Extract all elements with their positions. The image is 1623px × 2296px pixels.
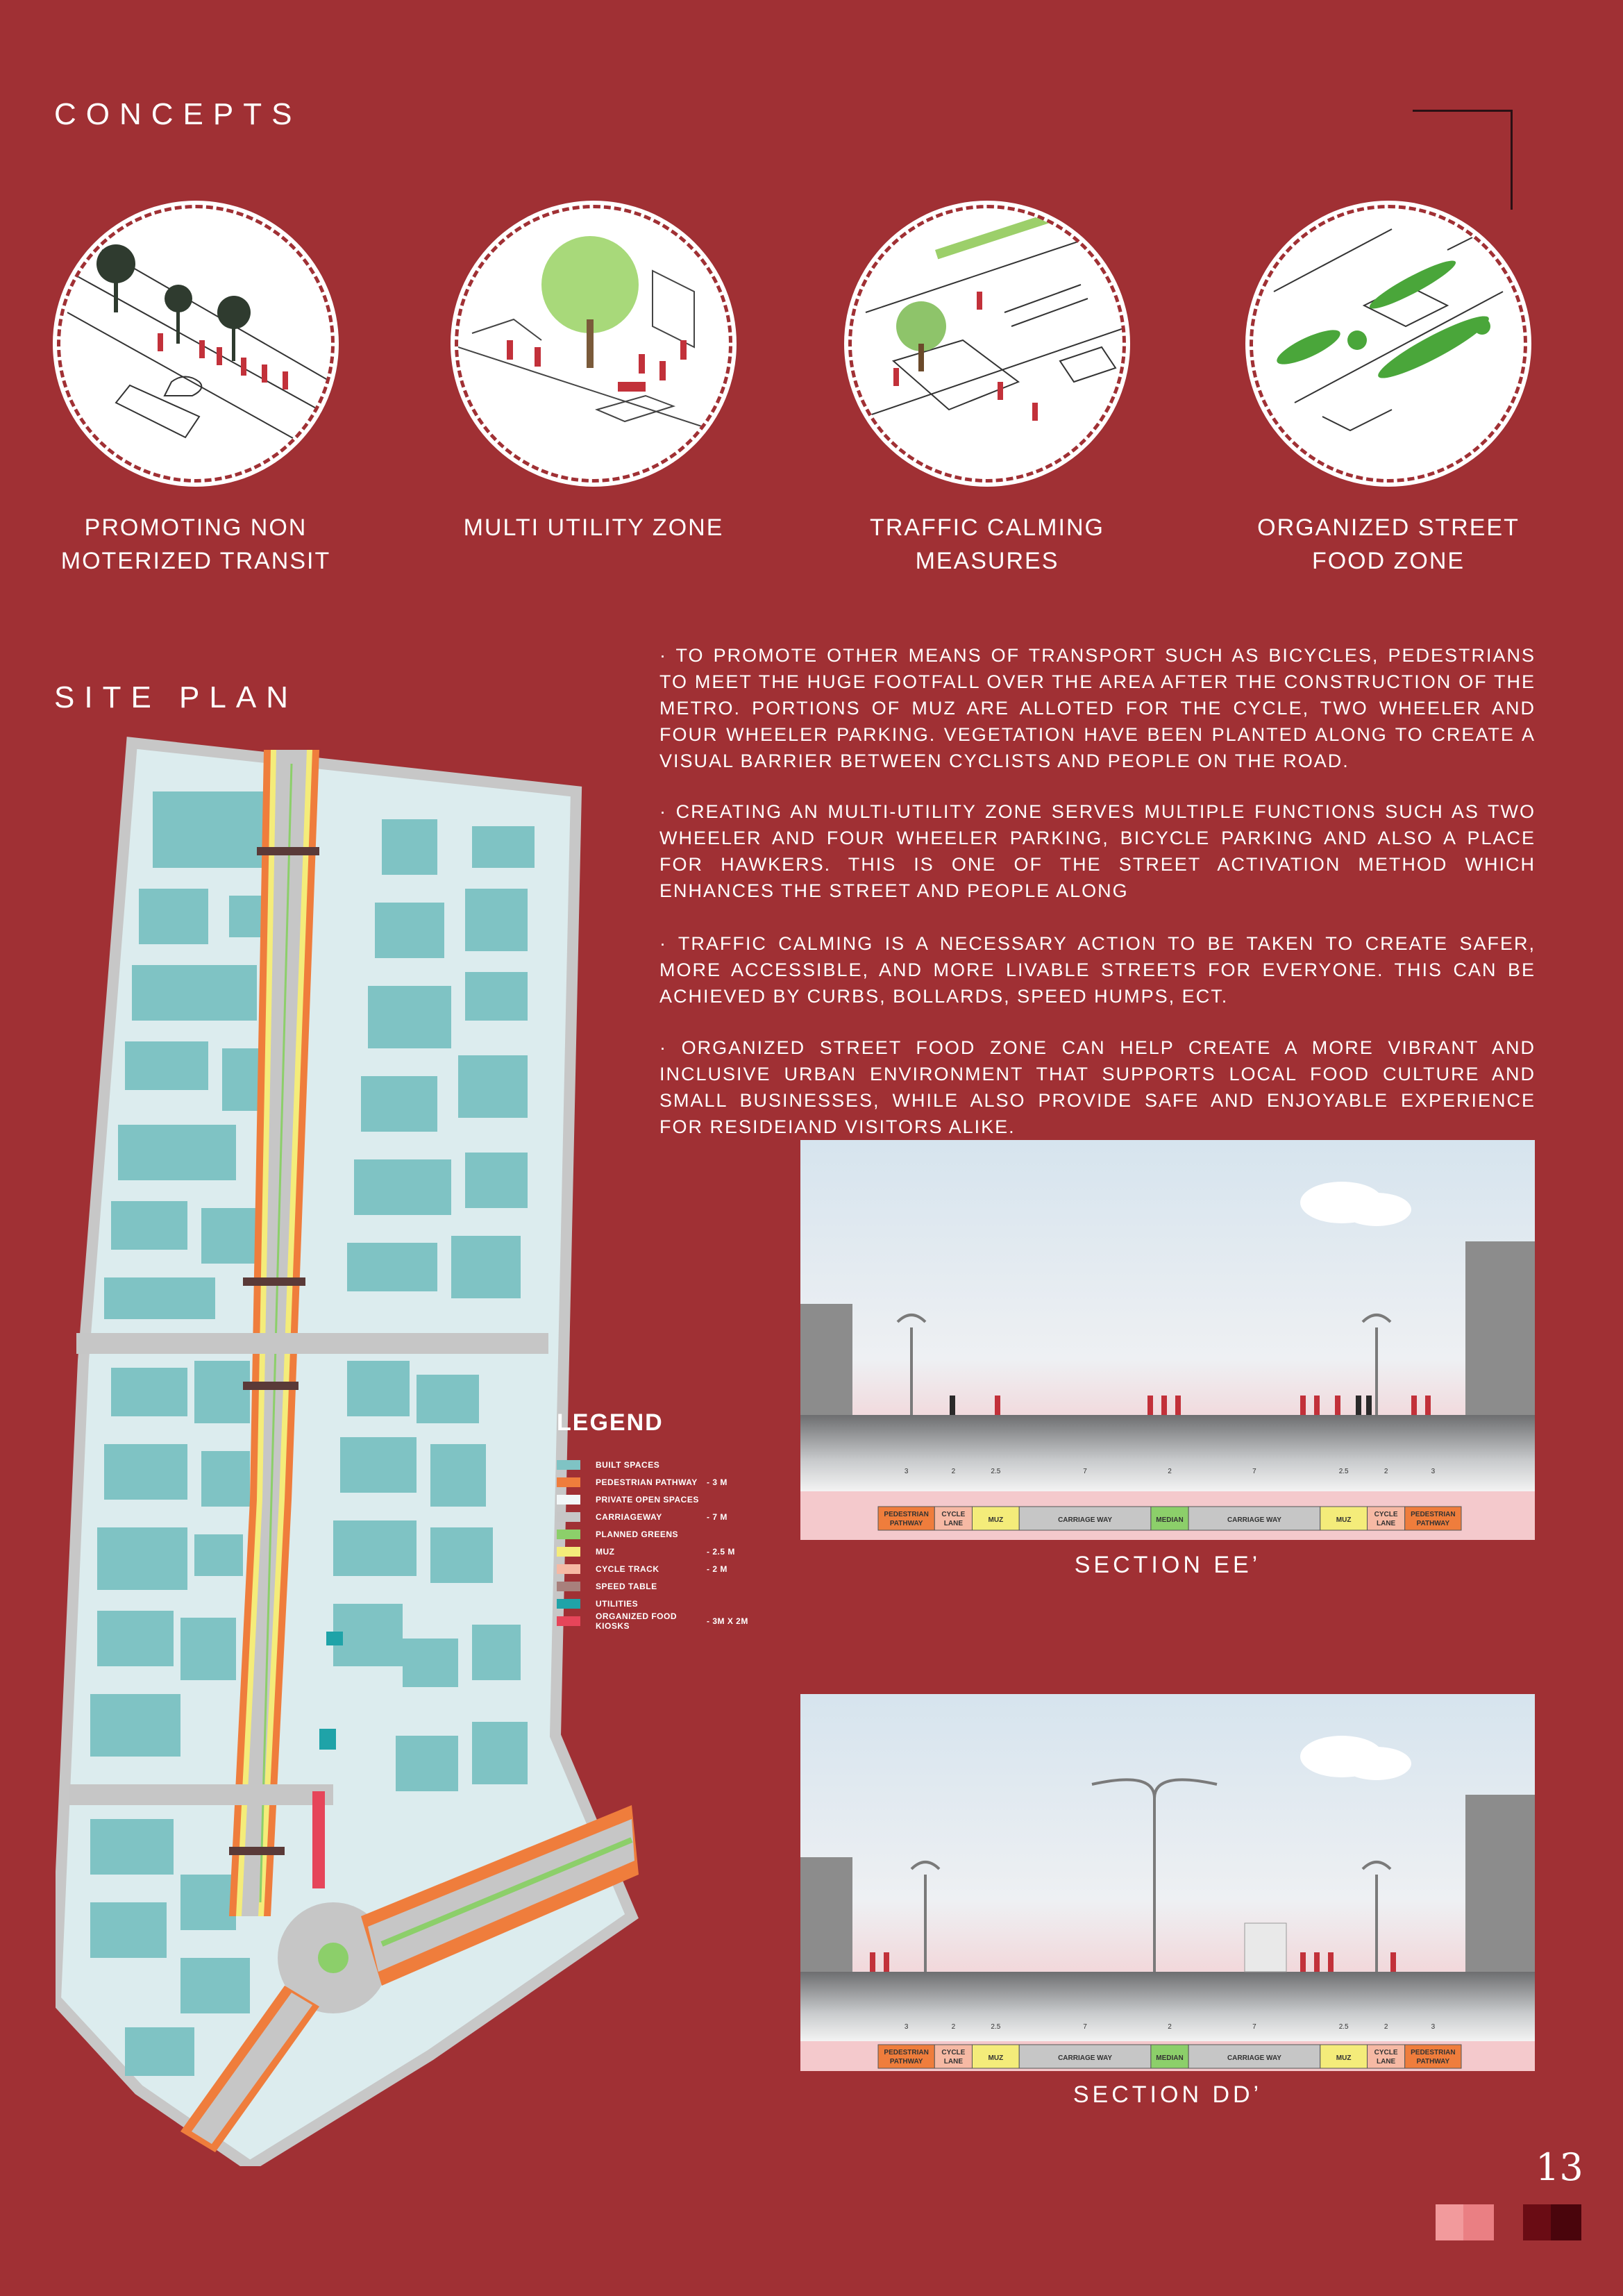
strip-label: MUZ — [1336, 1516, 1352, 1524]
strip-label: CYCLE — [941, 2049, 966, 2056]
dimension-label: 2.5 — [991, 2023, 1001, 2031]
concept-label-muz: MULTI UTILITY ZONE — [463, 514, 724, 541]
strip-label: MUZ — [988, 2054, 1004, 2062]
concept-label-nmt: PROMOTING NON MOTERIZED TRANSIT — [60, 514, 331, 574]
deco-swatch-dark-1 — [1523, 2204, 1554, 2240]
legend-dimension: - 3M X 2M — [707, 1616, 748, 1626]
strip-label: CYCLE — [941, 1511, 966, 1518]
legend-swatch — [557, 1477, 580, 1487]
strip-label: LANE — [1376, 2058, 1396, 2065]
section-ee-title: SECTION EE’ — [1074, 1552, 1261, 1578]
legend-label: PRIVATE OPEN SPACES — [596, 1495, 699, 1505]
legend-label: BUILT SPACES — [596, 1460, 660, 1470]
page-number: 13 — [1536, 2145, 1583, 2189]
legend-item — [557, 1475, 728, 1489]
legend-label: PEDESTRIAN PATHWAY — [596, 1477, 698, 1487]
strip-label: CARRIAGE WAY — [1058, 2054, 1113, 2062]
strip-label: PEDESTRIAN — [884, 1511, 929, 1518]
strip-label: MEDIAN — [1156, 2054, 1184, 2062]
legend-swatch — [557, 1582, 580, 1591]
strip-label: CYCLE — [1374, 2049, 1398, 2056]
legend-dimension: - 3 M — [707, 1477, 728, 1487]
concept-label-food: ORGANIZED STREET FOOD ZONE — [1257, 514, 1520, 574]
legend-label: CYCLE TRACK — [596, 1564, 659, 1574]
legend-item — [557, 1458, 707, 1472]
legend-item — [557, 1611, 748, 1631]
site-plan-heading: SITE PLAN — [54, 680, 298, 714]
strip-label: PATHWAY — [1416, 2058, 1450, 2065]
strip-label: CYCLE — [1374, 1511, 1398, 1518]
corner-frame-mark — [1413, 110, 1513, 210]
concept-illustration-nmt — [57, 205, 335, 483]
legend-item — [557, 1562, 728, 1576]
dimension-label: 3 — [904, 2023, 909, 2031]
strip-label: LANE — [943, 1520, 964, 1527]
concept-illustration-food-zone — [1250, 205, 1527, 483]
legend-dimension: - 2 M — [707, 1564, 728, 1574]
road-crossing-icon — [852, 208, 1126, 483]
strip-label: CARRIAGE WAY — [1227, 1516, 1281, 1524]
section-ee-strip — [878, 1507, 1461, 1530]
legend-label: CARRIAGEWAY — [596, 1512, 662, 1522]
legend-swatch — [557, 1599, 580, 1609]
dimension-label: 7 — [1252, 2023, 1256, 2031]
legend-swatch — [557, 1495, 580, 1505]
street-section-dd — [800, 1694, 1535, 2071]
legend-label: ORGANIZED FOOD KIOSKS — [596, 1611, 677, 1631]
legend-swatch — [557, 1512, 580, 1522]
description-muz: · CREATING AN MULTI-UTILITY ZONE SERVES MULTIPLE FUNCTIONS SUCH AS TWO WHEELER AND FOUR WHEELER PARKING, BICYCLE PARKING AND ALSO A PLACE FOR HAWKERS. THIS IS ONE OF THE STREET ACTIVATION METHOD WHICH ENHANCES THE STREET AND PEOPLE ALONG — [659, 801, 1536, 901]
concept-illustration-traffic — [848, 205, 1126, 483]
site-plan-map — [56, 736, 639, 2166]
strip-label: CARRIAGE WAY — [1227, 2054, 1281, 2062]
legend — [557, 1409, 793, 1659]
legend-title: LEGEND — [557, 1409, 664, 1436]
dimension-label: 2.5 — [1338, 1468, 1349, 1475]
legend-label: PLANNED GREENS — [596, 1530, 679, 1539]
legend-label: MUZ — [596, 1547, 615, 1557]
dimension-label: 2.5 — [1338, 2023, 1349, 2031]
legend-label: SPEED TABLE — [596, 1582, 657, 1591]
dimension-label: 7 — [1252, 1468, 1256, 1475]
legend-item — [557, 1510, 728, 1524]
dimension-label: 7 — [1083, 1468, 1087, 1475]
legend-swatch — [557, 1547, 580, 1557]
description-food: · ORGANIZED STREET FOOD ZONE CAN HELP CREATE A MORE VIBRANT AND INCLUSIVE URBAN ENVIRONMENT THAT SUPPORTS LOCAL FOOD CULTURE AND SMALL BUSINESSES, WHILE ALSO PROVIDE SAFE AND ENJOYABLE EXPERIENCE FOR RESIDEIAND VISITORS ALIKE. — [659, 1037, 1536, 1137]
dimension-label: 2 — [1384, 1468, 1388, 1475]
strip-label: PEDESTRIAN — [1411, 1511, 1456, 1518]
strip-label: MUZ — [988, 1516, 1004, 1524]
street-section-ee — [800, 1140, 1535, 1540]
dimension-label: 2 — [951, 2023, 956, 2031]
tree-plaza-icon — [458, 208, 732, 483]
deco-swatch-light-2 — [1463, 2204, 1494, 2240]
legend-item — [557, 1527, 707, 1541]
strip-label: CARRIAGE WAY — [1058, 1516, 1113, 1524]
legend-swatch — [557, 1460, 580, 1470]
strip-label: PEDESTRIAN — [884, 2049, 929, 2056]
dimension-label: 2 — [1168, 2023, 1172, 2031]
strip-label: LANE — [943, 2058, 964, 2065]
legend-item — [557, 1493, 707, 1507]
street-axonometric-icon — [60, 208, 335, 483]
legend-label: UTILITIES — [596, 1599, 639, 1609]
strip-label: MUZ — [1336, 2054, 1352, 2062]
concept-illustration-muz — [455, 205, 732, 483]
legend-dimension: - 7 M — [707, 1512, 728, 1522]
dimension-label: 3 — [1431, 1468, 1436, 1475]
legend-dimension: - 2.5 M — [707, 1547, 735, 1557]
strip-label: PATHWAY — [889, 1520, 923, 1527]
legend-swatch — [557, 1616, 580, 1626]
section-dd-title: SECTION DD’ — [1073, 2081, 1263, 2108]
section-dd-drawing — [800, 1694, 1535, 2071]
dimension-label: 3 — [1431, 2023, 1436, 2031]
legend-item — [557, 1545, 735, 1559]
strip-label: MEDIAN — [1156, 1516, 1184, 1524]
food-kiosk-icon — [1253, 208, 1527, 483]
legend-swatch — [557, 1564, 580, 1574]
strip-label: PEDESTRIAN — [1411, 2049, 1456, 2056]
dimension-label: 3 — [904, 1468, 909, 1475]
strip-label: PATHWAY — [1416, 1520, 1450, 1527]
deco-swatch-dark-2 — [1551, 2204, 1581, 2240]
legend-swatch — [557, 1530, 580, 1539]
concept-label-traffic: TRAFFIC CALMING MEASURES — [870, 514, 1104, 574]
dimension-label: 2 — [1384, 2023, 1388, 2031]
strip-label: LANE — [1376, 1520, 1396, 1527]
dimension-label: 2.5 — [991, 1468, 1001, 1475]
concepts-heading: CONCEPTS — [54, 97, 302, 131]
strip-label: PATHWAY — [889, 2058, 923, 2065]
legend-item — [557, 1597, 707, 1611]
section-dd-strip — [878, 2045, 1461, 2068]
dimension-label: 7 — [1083, 2023, 1087, 2031]
section-ee-drawing — [800, 1140, 1535, 1540]
description-traffic: · TRAFFIC CALMING IS A NECESSARY ACTION TO BE TAKEN TO CREATE SAFER, MORE ACCESSIBLE, AND MORE LIVABLE STREETS FOR EVERYONE. THIS CAN BE ACHIEVED BY CURBS, BOLLARDS, SPEED HUMPS, ECT. — [659, 933, 1536, 1007]
description-nmt: · TO PROMOTE OTHER MEANS OF TRANSPORT SUCH AS BICYCLES, PEDESTRIANS TO MEET THE HUGE FOOTFALL OVER THE AREA AFTER THE CONSTRUCTION OF THE METRO. PORTIONS OF MUZ ARE ALLOTED FOR THE CYCLE, TWO WHEELER AND FOUR WHEELER PARKING. VEGETATION HAVE BEEN PLANTED ALONG TO CREATE A VISUAL BARRIER BETWEEN CYCLISTS AND PEOPLE ON THE ROAD. — [659, 645, 1536, 771]
legend-item — [557, 1579, 707, 1593]
deco-swatch-light-1 — [1436, 2204, 1466, 2240]
dimension-label: 2 — [951, 1468, 956, 1475]
dimension-label: 2 — [1168, 1468, 1172, 1475]
